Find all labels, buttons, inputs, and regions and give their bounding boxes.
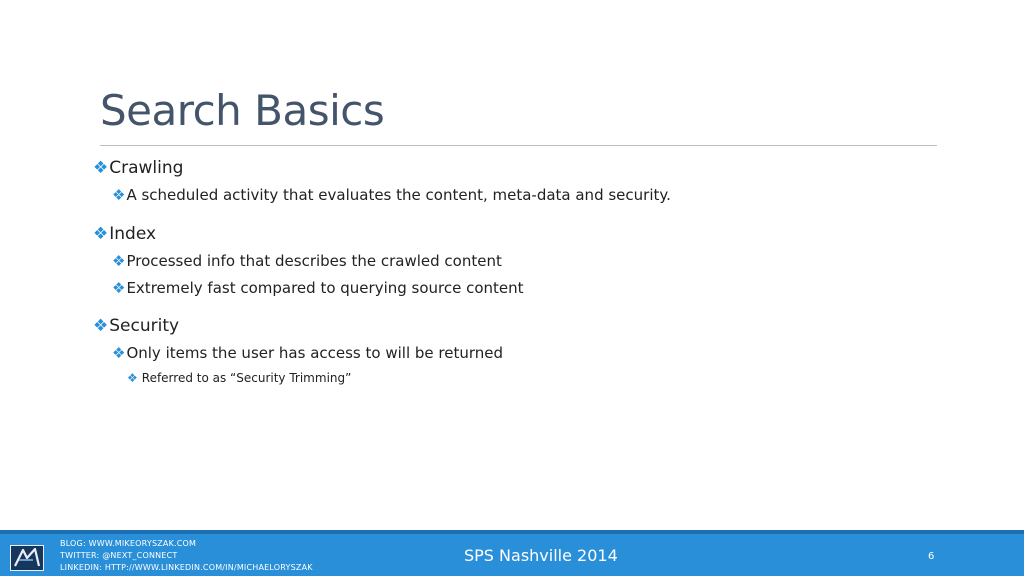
sub-bullet — [112, 279, 524, 297]
diamond-bullet-icon: ❖ — [112, 279, 126, 297]
brand-logo-icon — [10, 545, 44, 571]
sub-bullet-text: Extremely fast compared to querying source content — [126, 279, 524, 297]
sub-bullet-text: Only items the user has access to will be returned — [126, 344, 504, 362]
bullet-text: Index — [109, 224, 157, 244]
contact-info — [60, 538, 313, 574]
diamond-bullet-icon: ❖ — [112, 344, 126, 362]
sub-sub-bullet — [127, 371, 351, 385]
logo-mark-icon — [11, 546, 43, 570]
blog-link[interactable]: BLOG: WWW.MIKEORYSZAK.COM — [60, 539, 197, 548]
bullet-index — [93, 224, 156, 244]
bullet-text: Crawling — [109, 158, 184, 178]
sub-bullet — [112, 186, 671, 204]
diamond-bullet-icon: ❖ — [93, 158, 109, 178]
sub-bullet-text: Processed info that describes the crawled content — [126, 252, 502, 270]
bullet-security — [93, 316, 179, 336]
page-number: 6 — [928, 551, 935, 562]
twitter-handle[interactable]: TWITTER: @NEXT_CONNECT — [60, 551, 178, 560]
diamond-bullet-icon: ❖ — [112, 186, 126, 204]
diamond-bullet-icon: ❖ — [93, 316, 109, 336]
sub-sub-bullet-text: Referred to as “Security Trimming” — [141, 371, 352, 385]
slide-title: Search Basics — [100, 86, 385, 135]
sub-bullet-text: A scheduled activity that evaluates the content, meta-data and security. — [126, 186, 671, 204]
footer-top-stripe — [0, 530, 1024, 534]
event-name: SPS Nashville 2014 — [464, 546, 618, 565]
linkedin-link[interactable]: LINKEDIN: HTTP://WWW.LINKEDIN.COM/IN/MICHAELORYSZAK — [60, 563, 313, 572]
diamond-bullet-icon: ❖ — [127, 371, 138, 385]
diamond-bullet-icon: ❖ — [112, 252, 126, 270]
bullet-crawling — [93, 158, 183, 178]
sub-bullet — [112, 344, 503, 362]
bullet-text: Security — [109, 316, 180, 336]
diamond-bullet-icon: ❖ — [93, 224, 109, 244]
sub-bullet — [112, 252, 502, 270]
